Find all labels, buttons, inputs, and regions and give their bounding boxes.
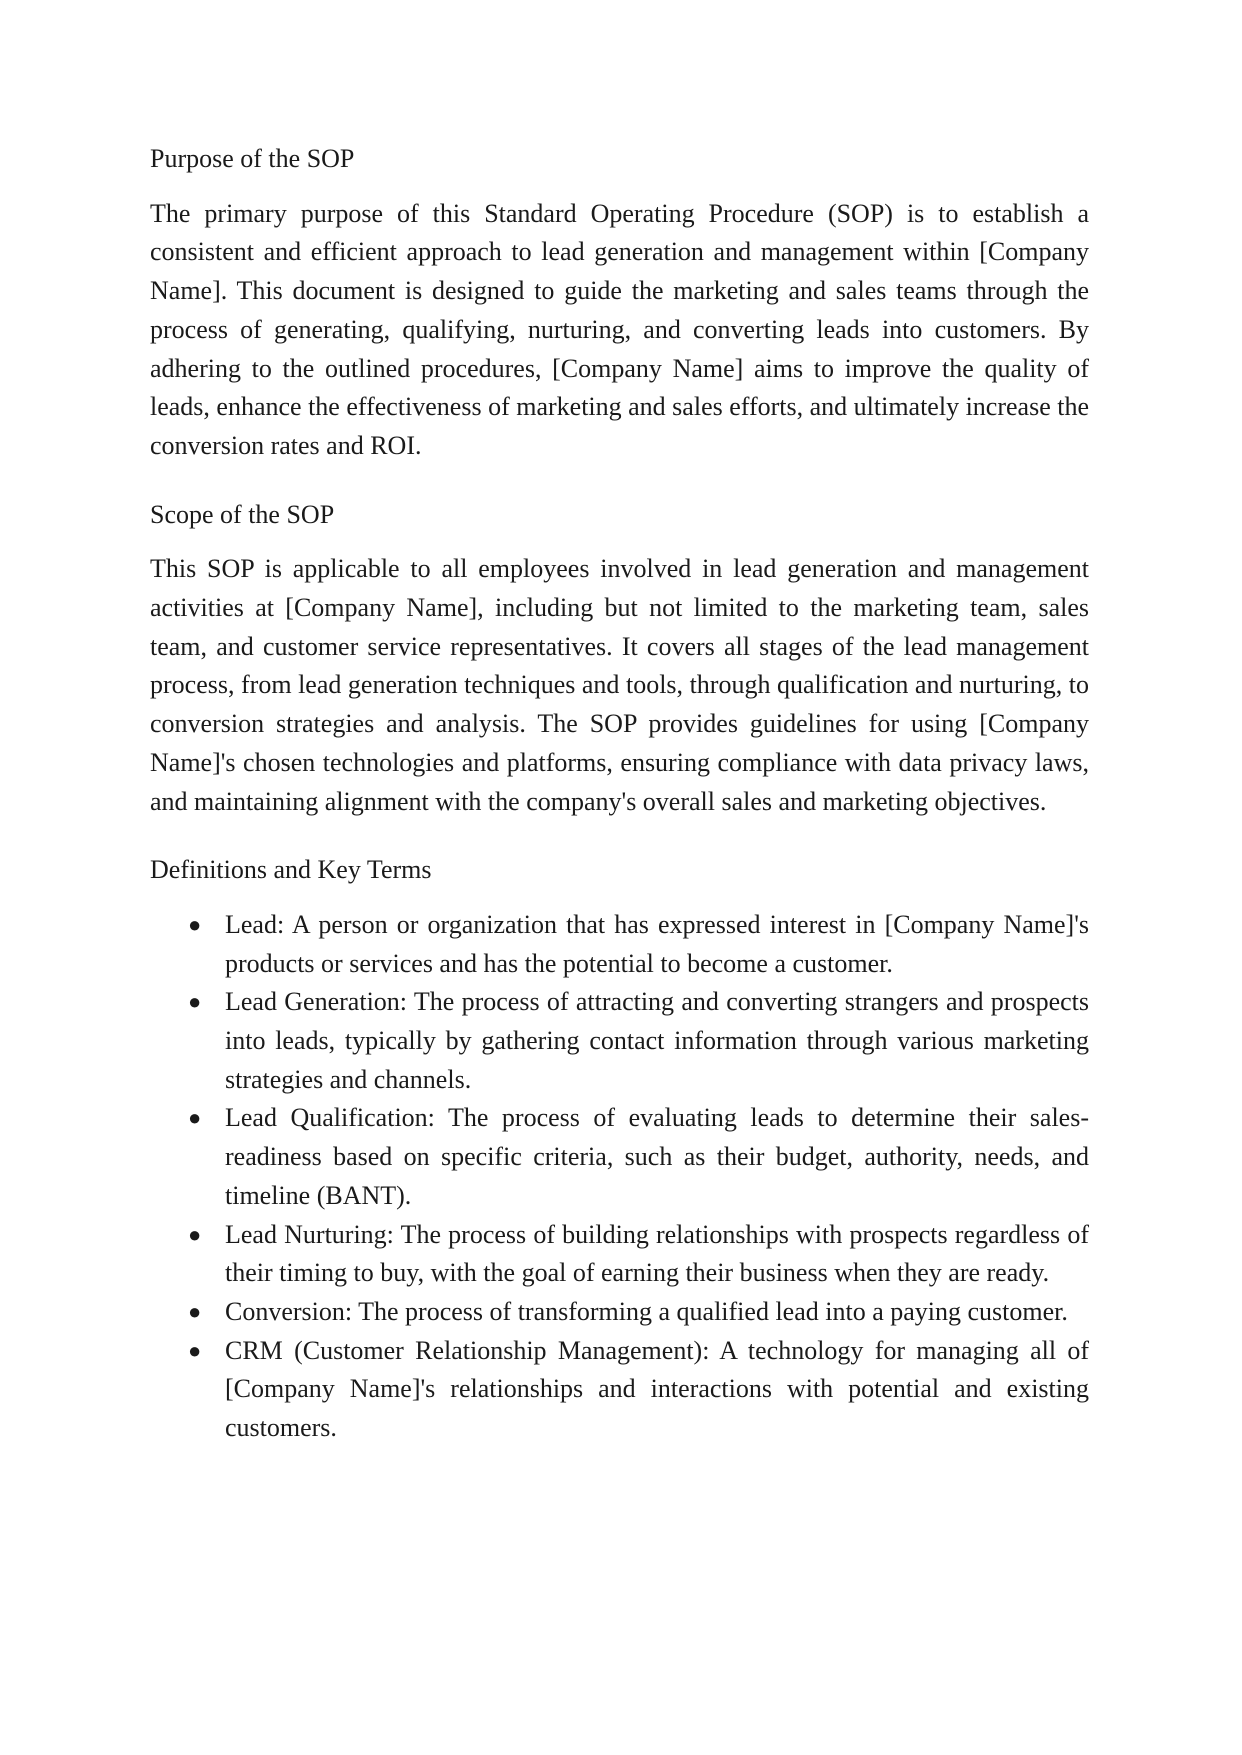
definition-item — [150, 983, 1089, 1099]
scope-heading: Scope of the SOP — [150, 499, 335, 529]
purpose-paragraph: The primary purpose of this Standard Operating Procedure (SOP) is to establish a consistent and efficient approach to lead generation and management within [Company Name]. This document is designed to guide the marketing and sales teams through the process of generating, qualifying, nurturing, and converting leads into customers. By adhering to the outlined procedures, [Company Name] aims to improve the quality of leads, enhance the effectiveness of marketing and sales efforts, and ultimately increase the conversion rates and ROI. — [150, 198, 1089, 460]
definition-text: Lead Nurturing: The process of building relationships with prospects regardless of their timing to buy, with the goal of earning their business when they are ready. — [225, 1219, 1089, 1288]
definition-item — [150, 1293, 1089, 1332]
scope-paragraph: This SOP is applicable to all employees involved in lead generation and management activities at [Company Name], including but not limited to the marketing team, sales team, and customer service representatives. It covers all stages of the lead management process, from lead generation techniques and tools, through qualification and nurturing, to conversion strategies and analysis. The SOP provides guidelines for using [Company Name]'s chosen technologies and platforms, ensuring compliance with data privacy laws, and maintaining alignment with the company's overall sales and marketing objectives. — [150, 554, 1089, 816]
bullet-icon: ● — [188, 1337, 202, 1363]
bullet-icon: ● — [188, 1105, 202, 1131]
definition-text: Lead Qualification: The process of evaluating leads to determine their sales-readiness based on specific criteria, such as their budget, authority, needs, and timeline (BANT). — [225, 1103, 1089, 1210]
bullet-icon: ● — [188, 1221, 202, 1247]
document-page — [150, 140, 1089, 1448]
definition-text: Conversion: The process of transforming a qualified lead into a paying customer. — [225, 1296, 1068, 1326]
definition-text: CRM (Customer Relationship Management): A technology for managing all of [Company Name]'s relationships and interactions with potential and existing customers. — [225, 1335, 1089, 1443]
bullet-icon: ● — [188, 1298, 202, 1324]
purpose-section — [150, 140, 1089, 466]
definition-item — [150, 1099, 1089, 1215]
bullet-icon: ● — [188, 911, 202, 937]
bullet-icon: ● — [188, 989, 202, 1015]
purpose-heading: Purpose of the SOP — [150, 144, 355, 173]
definition-item — [150, 1216, 1089, 1293]
definition-text: Lead Generation: The process of attracting and converting strangers and prospects into leads, typically by gathering contact information through various marketing strategies and channels. — [225, 987, 1089, 1094]
definition-text: Lead: A person or organization that has expressed interest in [Company Name]'s products or services and has the potential to become a customer. — [225, 909, 1089, 978]
definition-item — [150, 906, 1089, 983]
scope-section — [150, 496, 1089, 822]
definitions-section — [150, 851, 1089, 1448]
definition-item — [150, 1332, 1089, 1448]
definitions-list — [150, 906, 1089, 1448]
definitions-heading: Definitions and Key Terms — [150, 855, 432, 885]
